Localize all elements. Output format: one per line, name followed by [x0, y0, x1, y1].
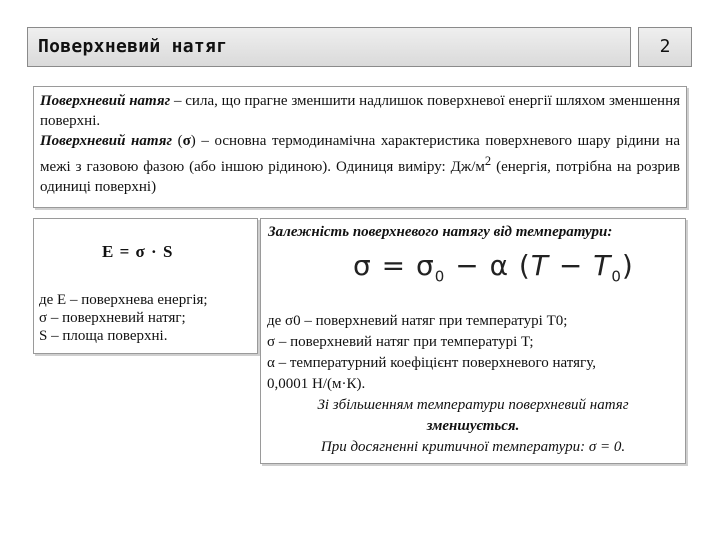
energy-formula: E = σ · S: [102, 242, 174, 261]
slide-number: 2: [659, 36, 671, 57]
legend-alpha-value: 0,0001 Н/(м·К).: [267, 376, 366, 392]
conclusion-line-2: зменшується.: [426, 418, 520, 434]
formula-end: ): [621, 249, 634, 282]
conclusion-line-3: При досягненні критичної температури: σ = 0.: [320, 439, 626, 455]
formula-mid: − α (: [445, 249, 531, 282]
temperature-legend: [267, 311, 679, 458]
sigma-symbol: σ: [182, 133, 191, 149]
slide-title-bar: [27, 27, 631, 67]
term-1: Поверхневий натяг: [40, 93, 171, 109]
formula-T: T: [530, 249, 549, 282]
definition-text-2c: (енергія, потрібна на розрив одиниці поверхні): [40, 159, 680, 195]
temperature-heading: Залежність поверхневого натягу від температури:: [268, 224, 613, 240]
term-2: Поверхневий натяг: [40, 133, 172, 149]
formula-lhs: σ = σ: [353, 249, 435, 282]
slide-title: Поверхневий натяг: [38, 36, 228, 57]
unit-exponent: 2: [484, 154, 492, 168]
legend-line-energy: де E – поверхнева енергія;: [39, 292, 208, 308]
definition-box: [33, 86, 687, 208]
slide-number-box: [638, 27, 692, 67]
legend-sigma0: де σ0 – поверхневий натяг при температурі T0;: [267, 313, 568, 329]
energy-legend: [39, 291, 208, 345]
definition-text-2b: ) – основна термодинамічна характеристика поверхневого шару рідини на межі з газовою фазою (або іншою рідиною). Одиниця виміру: Дж/м: [40, 133, 680, 175]
legend-line-area: S – площа поверхні.: [39, 328, 168, 344]
legend-line-sigma: σ – поверхневий натяг;: [39, 310, 186, 326]
energy-formula-box: [33, 218, 258, 354]
conclusion-line-1: Зі збільшенням температури поверхневий натяг: [317, 397, 629, 413]
formula-sub-0: 0: [434, 267, 446, 286]
formula-T0: T: [593, 249, 612, 282]
definition-text-2a: (: [171, 133, 183, 149]
temperature-dependence-box: [260, 218, 686, 464]
formula-sub-0b: 0: [611, 267, 622, 286]
temperature-formula: [353, 249, 634, 288]
formula-minus: −: [548, 249, 594, 282]
definition-text-1: – сила, що прагне зменшити надлишок поверхневої енергії шляхом зменшення поверхні.: [40, 93, 681, 129]
definition-paragraph-1: [40, 91, 680, 131]
legend-sigma: σ – поверхневий натяг при температурі T;: [267, 334, 534, 350]
definition-paragraph-2: [40, 131, 680, 197]
legend-alpha: α – температурний коефіцієнт поверхневого натягу,: [267, 355, 596, 371]
